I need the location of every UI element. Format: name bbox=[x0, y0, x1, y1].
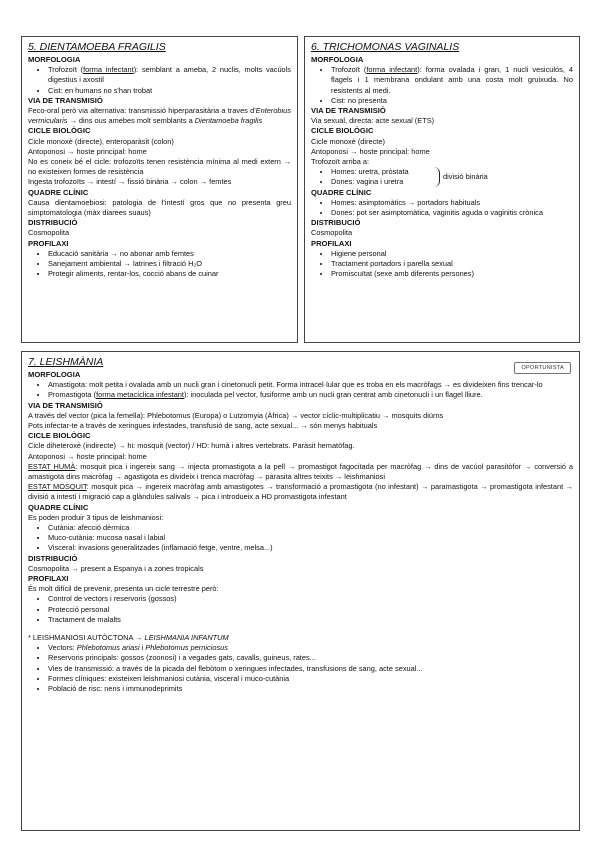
list-item: • Vies de transmissió: a través de la picada del flebòtom o xeringues infectades, transfusions de sang, acte sexual... bbox=[48, 664, 573, 674]
list-item: • Població de risc: nens i immunodeprimits bbox=[48, 684, 573, 694]
heading-quadre: QUADRE CLÍNIC bbox=[28, 187, 89, 197]
heading-cicle: CICLE BIOLÒGIC bbox=[311, 126, 374, 136]
autoctona-heading bbox=[28, 633, 573, 643]
list-item: • Promiscuïtat (sexe amb diferents persones) bbox=[331, 269, 573, 279]
list-item: • Control de vectors i reservoris (gossos) bbox=[48, 594, 573, 604]
list-item: • Homes: asimptomàtics → portadors habituals bbox=[331, 198, 573, 208]
species-name: LEISHMANIA INFANTUM bbox=[144, 633, 229, 643]
heading-morfologia: MORFOLOGIA bbox=[28, 55, 81, 64]
text: Trofozoït ( bbox=[48, 65, 84, 75]
paragraph: Cicle monoxè (directe), enteroparàsit (colon) bbox=[28, 136, 174, 146]
spacer bbox=[28, 625, 573, 633]
list-item: • Sanejament ambiental → latrines i filtració H₂O bbox=[48, 259, 291, 269]
heading-quadre: QUADRE CLÍNIC bbox=[311, 187, 372, 197]
text: → dins ous amebes molt semblants a bbox=[67, 116, 195, 126]
profilaxi-list bbox=[28, 594, 573, 625]
list-item: • Homes: uretra, pròstata bbox=[331, 167, 573, 177]
paragraph: Via sexual, directa: acte sexual (ETS) bbox=[311, 116, 435, 126]
section-title: 5. DIENTAMOEBA FRAGILIS bbox=[28, 41, 166, 53]
text: ): semblant a ameba, 2 nuclis, molts vacúols digestius i axostil bbox=[48, 65, 292, 85]
paragraph: Ingesta trofozoïts → intestí → fissió binària → colon → femtes bbox=[28, 177, 232, 187]
text: i bbox=[139, 643, 146, 653]
heading-distribucio: DISTRIBUCIÓ bbox=[28, 218, 78, 228]
list-item: • Educació sanitària → no abonar amb femtes bbox=[48, 249, 291, 259]
heading-via: VIA DE TRANSMISIÓ bbox=[28, 400, 103, 410]
heading-morfologia: MORFOLOGIA bbox=[28, 370, 81, 379]
heading-cicle: CICLE BIOLÒGIC bbox=[28, 431, 91, 441]
paragraph: Causa dientamoebiosi: patologia de l'intestí gros que no presenta greu simptomatologia (màx diarees suaus) bbox=[28, 197, 291, 218]
underlined-term: forma infectant bbox=[366, 65, 418, 75]
brace-group bbox=[311, 167, 573, 187]
paragraph: Cosmopolita bbox=[311, 228, 353, 238]
paragraph: Antoponosi → hoste principal: home bbox=[311, 146, 430, 156]
leishmania-section bbox=[21, 351, 580, 831]
paragraph: A través del vector (pica la femella): Phlebotomus (Europa) o Lutzomyia (Àfrica) → vector cíclic-multiplicatiu → mosquits diürns bbox=[28, 410, 444, 420]
list-item bbox=[48, 65, 291, 85]
morfologia-list bbox=[28, 65, 291, 96]
profilaxi-list bbox=[311, 249, 573, 280]
trichomonas-section bbox=[304, 36, 580, 343]
text: : mosquit pica i ingereix sang → injecta promastigota a la pell → promastigot fagocitada per macròfag → dins de vacúol parasitòfor → conversió a amastigota dins macròfag → agastigota es divideix i trenca macròfag → parasita altres teixits → leishmaniosi bbox=[28, 461, 573, 482]
heading-distribucio: DISTRIBUCIÓ bbox=[311, 218, 361, 228]
morfologia-list bbox=[28, 380, 573, 400]
paragraph bbox=[28, 106, 291, 126]
heading-quadre: QUADRE CLÍNIC bbox=[28, 502, 89, 512]
list-item: • Cist: no presenta bbox=[331, 96, 573, 106]
list-item: • Tractament portadors i parella sexual bbox=[331, 259, 573, 269]
text: ): forma ovalada i gran, 1 nucli vesiculós, 4 flagels i 1 membrana ondulant amb una costa molt gruixuda. No resistents al medi. bbox=[331, 65, 574, 95]
brace-icon bbox=[433, 167, 440, 187]
text: Promastigota ( bbox=[48, 390, 97, 400]
heading-via: VIA DE TRANSMISIÓ bbox=[28, 95, 103, 105]
paragraph bbox=[28, 482, 573, 502]
paragraph: És molt difícil de prevenir, presenta un cicle terrestre però: bbox=[28, 584, 219, 594]
heading-via: VIA DE TRANSMISIÓ bbox=[311, 106, 386, 116]
heading-profilaxi: PROFILAXI bbox=[28, 238, 69, 248]
brace-label: divisió binària bbox=[443, 172, 488, 182]
paragraph: Cicle monoxè (directe) bbox=[311, 136, 385, 146]
heading-morfologia: MORFOLOGIA bbox=[311, 55, 364, 64]
list-item: • Amastigota: molt petita i ovalada amb un nucli gran i cinetonucli petit. Forma intracel·lular que es troba en els macròfags → es divideixen fins trencar-lo bbox=[48, 380, 573, 390]
estat-huma-label: ESTAT HUMÀ bbox=[28, 461, 76, 471]
paragraph: Es poden produir 3 tipus de leishmaniosi: bbox=[28, 512, 164, 522]
quadre-list bbox=[28, 523, 573, 554]
text: Vectors: bbox=[48, 643, 77, 653]
text: Feco-oral però via alternativa: transmissió hiperparasitària a traves d' bbox=[28, 106, 256, 116]
location-list bbox=[311, 167, 573, 187]
quadre-list bbox=[311, 198, 573, 218]
species-name: Phlebotomus perniciosus bbox=[145, 643, 228, 653]
list-item bbox=[331, 65, 573, 96]
text: Trofozoït ( bbox=[331, 65, 367, 75]
list-item: • Dones: pot ser asimptomàtica, vaginitis aguda o vaginitis crònica bbox=[331, 208, 573, 218]
paragraph: Cosmopolita bbox=[28, 228, 70, 238]
list-item: • Reservoris principals: gossos (zoonosi) i a vegades gats, cavalls, guineus, rates... bbox=[48, 653, 573, 663]
list-item: • Tractament de malalts bbox=[48, 615, 573, 625]
underlined-term: forma metacíclica infestant bbox=[96, 390, 184, 400]
list-item: • Protecció personal bbox=[48, 605, 573, 615]
list-item: • Visceral: invasions generalitzades (inflamació fetge, ventre, melsa...) bbox=[48, 543, 573, 553]
section-title: 6. TRICHOMONAS VAGINALIS bbox=[311, 41, 460, 53]
section-title: 7. LEISHMÀNIA bbox=[28, 356, 104, 368]
dientamoeba-section bbox=[21, 36, 298, 343]
paragraph bbox=[28, 462, 573, 482]
heading-profilaxi: PROFILAXI bbox=[28, 574, 69, 584]
text: * LEISHMANIOSI AUTÒCTONA → bbox=[28, 633, 145, 643]
morfologia-list bbox=[311, 65, 573, 106]
heading-profilaxi: PROFILAXI bbox=[311, 238, 352, 248]
heading-cicle: CICLE BIOLÒGIC bbox=[28, 126, 91, 136]
paragraph: Antoponosi → hoste principal: home bbox=[28, 451, 147, 461]
list-item: • Higiene personal bbox=[331, 249, 573, 259]
species-name: Phlebotomus ariasi bbox=[76, 643, 140, 653]
profilaxi-list bbox=[28, 249, 291, 280]
paragraph: Pots infectar-te a través de xeringues infestades, transfusió de sang, acte sexual... → són menys habituals bbox=[28, 421, 378, 431]
text: ): inoculada pel vector, fusiforme amb un nucli gran centrat amb cinetonucli i un flagel lliure. bbox=[183, 390, 483, 400]
list-item: • Formes clíniques: existeixen leishmaniosi cutània, visceral i muco-cutània bbox=[48, 674, 573, 684]
list-item bbox=[48, 643, 573, 653]
text: : mosquit pica → ingereix macròfag amb amastigotes → transformació a promastigota (no infestant) → paramastigota → promastigota infestant → divisió a intestí i migració cap a glàndules salivals → pica i introdueix a HD promastigota infestant bbox=[28, 482, 573, 502]
paragraph: Trofozoït arriba a: bbox=[311, 157, 370, 167]
species-name: Enterobius vermicularis bbox=[28, 106, 291, 126]
autoctona-list bbox=[28, 643, 573, 694]
underlined-term: forma infectant bbox=[83, 65, 134, 75]
list-item: • Protegir aliments, rentar-los, cocció abans de cuinar bbox=[48, 269, 291, 279]
list-item: • Cist: en humans no s'han trobat bbox=[48, 86, 291, 96]
list-item bbox=[48, 390, 573, 400]
heading-distribucio: DISTRIBUCIÓ bbox=[28, 553, 78, 563]
paragraph: Cosmopolita → present a Espanya i a zones tropicals bbox=[28, 563, 204, 573]
paragraph: Cicle diheteroxè (indirecte) → hi: mosquit (vector) / HD: humà i altres vertebrats. Paràsit hematòfag. bbox=[28, 441, 355, 451]
paragraph: Antoponosi → hoste principal: home bbox=[28, 146, 147, 156]
estat-mosquit-label: ESTAT MOSQUIT bbox=[28, 482, 87, 492]
list-item: • Dones: vagina i uretra bbox=[331, 177, 573, 187]
species-name: Dientamoeba fragilis bbox=[194, 116, 263, 126]
list-item: • Cutània: afecció dèrmica bbox=[48, 523, 573, 533]
list-item: • Muco-cutània: mucosa nasal i labial bbox=[48, 533, 573, 543]
paragraph: No es coneix bé el cicle: trofozoïts tenen resistència mínima al medi extern → no existeixen formes de resistència bbox=[28, 157, 291, 177]
oportunista-badge: OPORTUNISTA bbox=[514, 362, 571, 374]
